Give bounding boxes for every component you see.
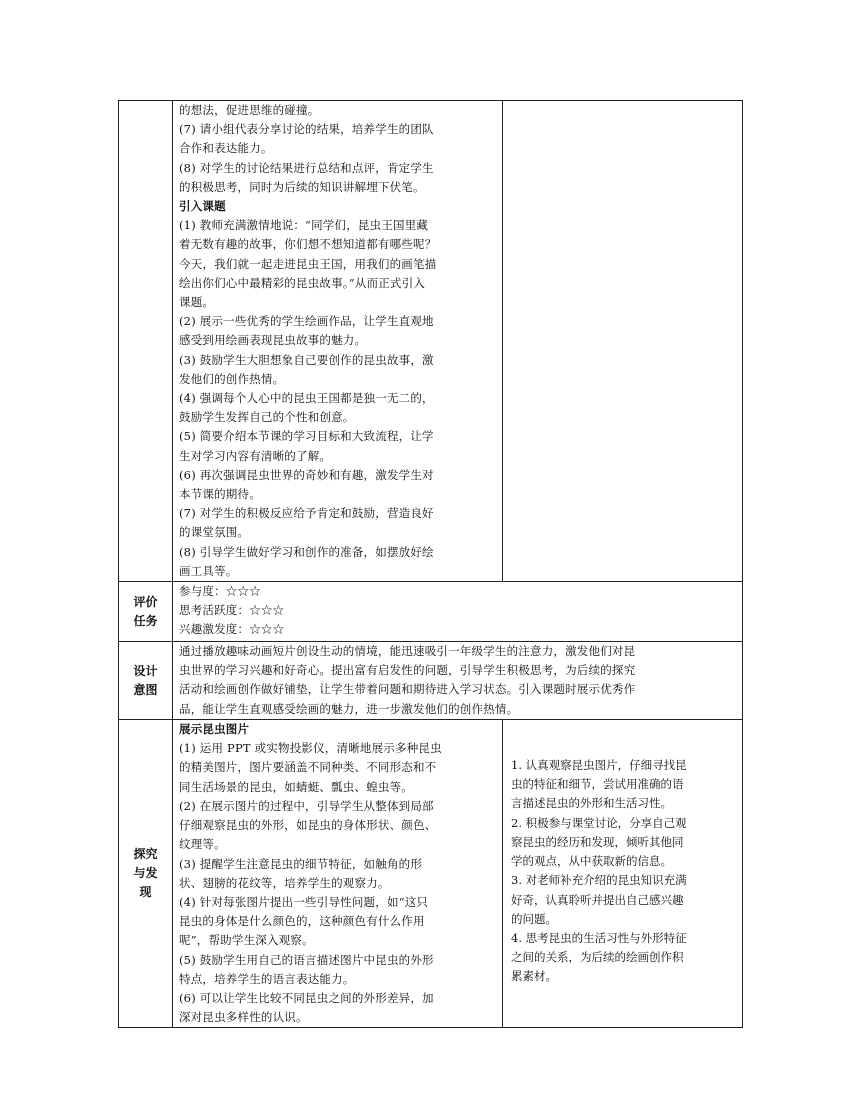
- design-line: 品，能让学生直观感受绘画的魅力，进一步激发他们的创作热情。: [179, 701, 519, 716]
- text-line: 深对昆虫多样性的认识。: [179, 1010, 308, 1025]
- text-line: 状、翅膀的花纹等，培养学生的观察力。: [179, 875, 390, 890]
- eval-content-cell: [173, 582, 743, 642]
- explore-teacher-text: [173, 720, 502, 1027]
- text-line: 感受到用绘画表现昆虫故事的魅力。: [179, 333, 367, 348]
- eval-line: 参与度：☆☆☆: [179, 584, 261, 599]
- text-line: (5) 鼓励学生用自己的语言描述图片中昆虫的外形: [179, 952, 434, 967]
- text-line: (1) 教师充满激情地说：“同学们，昆虫王国里藏: [179, 218, 429, 233]
- text-line: 的想法，促进思维的碰撞。: [179, 103, 320, 117]
- student-line: 好奇，认真聆听并提出自己感兴趣: [511, 892, 684, 907]
- design-content-cell: [173, 642, 743, 720]
- text-line: (4) 强调每个人心中的昆虫王国都是独一无二的，: [179, 391, 434, 406]
- design-line: 活动和绘画创作做好铺垫，让学生带着问题和期待进入学习状态。引入课题时展示优秀作: [179, 682, 636, 697]
- text-line: 发他们的创作热情。: [179, 371, 285, 386]
- eval-text: [173, 582, 742, 640]
- text-line: 绘出你们心中最精彩的昆虫故事。”从而正式引入: [179, 275, 426, 290]
- text-line: 呢”，帮助学生深入观察。: [179, 933, 314, 948]
- text-line: 的精美图片，图片要涵盖不同种类、不同形态和不: [179, 760, 437, 775]
- text-line: 课题。: [179, 295, 215, 310]
- text-line: (8) 引导学生做好学习和创作的准备，如摆放好绘: [179, 544, 434, 559]
- student-line: 的问题。: [511, 911, 557, 926]
- eval-row: [119, 582, 743, 642]
- explore-teacher-cell: [173, 720, 503, 1028]
- text-line: (8) 对学生的讨论结果进行总结和点评，肯定学生: [179, 160, 434, 175]
- text-line: 的积极思考，同时为后续的知识讲解埋下伏笔。: [179, 179, 425, 194]
- activity-content-cell: [173, 101, 503, 582]
- activity-label-cell: [119, 101, 173, 582]
- activity-student-cell: [503, 101, 743, 582]
- student-line: 累素材。: [511, 969, 557, 984]
- text-line: (3) 鼓励学生大胆想象自己要创作的昆虫故事，激: [179, 352, 434, 367]
- text-line: 合作和表达能力。: [179, 141, 273, 156]
- activity-text: [173, 101, 502, 581]
- student-line: 察昆虫的经历和发现，倾听其他同: [511, 834, 684, 849]
- text-line: (7) 对学生的积极反应给予肯定和鼓励，营造良好: [179, 506, 434, 521]
- explore-student-text: [503, 720, 742, 986]
- text-line: 生对学习内容有清晰的了解。: [179, 448, 332, 463]
- text-line: (3) 提醒学生注意昆虫的细节特征，如触角的形: [179, 856, 423, 871]
- student-line: 4. 思考昆虫的生活习性与外形特征: [511, 930, 687, 945]
- text-line: (1) 运用 PPT 或实物投影仪，清晰地展示多种昆虫: [179, 741, 442, 756]
- eval-label: 评价 任务: [119, 582, 173, 642]
- student-line: 2. 积极参与课堂讨论，分享自己观: [511, 815, 687, 830]
- text-line: 鼓励学生发挥自己的个性和创意。: [179, 410, 355, 425]
- section-heading: 引入课题: [179, 199, 226, 214]
- design-label: 设计 意图: [119, 642, 173, 720]
- student-line: 3. 对老师补充介绍的昆虫知识充满: [511, 873, 687, 888]
- student-line: 1. 认真观察昆虫图片，仔细寻找昆: [511, 758, 687, 773]
- explore-student-cell: [503, 720, 743, 1028]
- text-line: (5) 简要介绍本节课的学习目标和大致流程，让学: [179, 429, 434, 444]
- eval-line: 兴趣激发度：☆☆☆: [179, 622, 285, 637]
- explore-row: [119, 720, 743, 1028]
- text-line: (2) 在展示图片的过程中，引导学生从整体到局部: [179, 798, 434, 813]
- text-line: 仔细观察昆虫的外形，如昆虫的身体形状、颜色、: [179, 818, 437, 833]
- explore-label: 探究 与发 现: [119, 720, 173, 1028]
- activity-row: [119, 101, 743, 582]
- design-line: 通过播放趣味动画短片创设生动的情境，能迅速吸引一年级学生的注意力，激发他们对昆: [179, 644, 636, 659]
- student-line: 学的观点，从中获取新的信息。: [511, 854, 672, 869]
- text-line: 的课堂氛围。: [179, 525, 250, 540]
- text-line: (6) 可以让学生比较不同昆虫之间的外形差异，加: [179, 990, 434, 1005]
- design-row: [119, 642, 743, 720]
- text-line: (2) 展示一些优秀的学生绘画作品，让学生直观地: [179, 314, 434, 329]
- text-line: (7) 请小组代表分享讨论的结果，培养学生的团队: [179, 122, 434, 137]
- explore-heading: 展示昆虫图片: [179, 722, 250, 737]
- text-line: 同生活场景的昆虫，如蜻蜓、瓢虫、蝗虫等。: [179, 779, 413, 794]
- text-line: 特点，培养学生的语言表达能力。: [179, 971, 355, 986]
- text-line: 本节课的期待。: [179, 487, 261, 502]
- student-line: 之间的关系，为后续的绘画创作积: [511, 950, 684, 965]
- text-line: 今天，我们就一起走进昆虫王国，用我们的画笔描: [179, 256, 437, 271]
- text-line: 画工具等。: [179, 563, 238, 578]
- design-line: 虫世界的学习兴趣和好奇心。提出富有启发性的问题，引导学生积极思考，为后续的探究: [179, 663, 636, 678]
- text-line: 着无数有趣的故事，你们想不想知道都有哪些呢？: [179, 237, 437, 252]
- text-line: (6) 再次强调昆虫世界的奇妙和有趣，激发学生对: [179, 467, 434, 482]
- student-line: 虫的特征和细节，尝试用准确的语: [511, 777, 684, 792]
- student-line: 言描述昆虫的外形和生活习性。: [511, 796, 672, 811]
- design-text: [173, 642, 742, 719]
- text-line: (4) 针对每张图片提出一些引导性问题，如“这只: [179, 894, 429, 909]
- eval-line: 思考活跃度：☆☆☆: [179, 603, 285, 618]
- text-line: 昆虫的身体是什么颜色的，这种颜色有什么作用: [179, 914, 425, 929]
- text-line: 纹理等。: [179, 837, 226, 852]
- lesson-plan-table: [118, 100, 743, 1028]
